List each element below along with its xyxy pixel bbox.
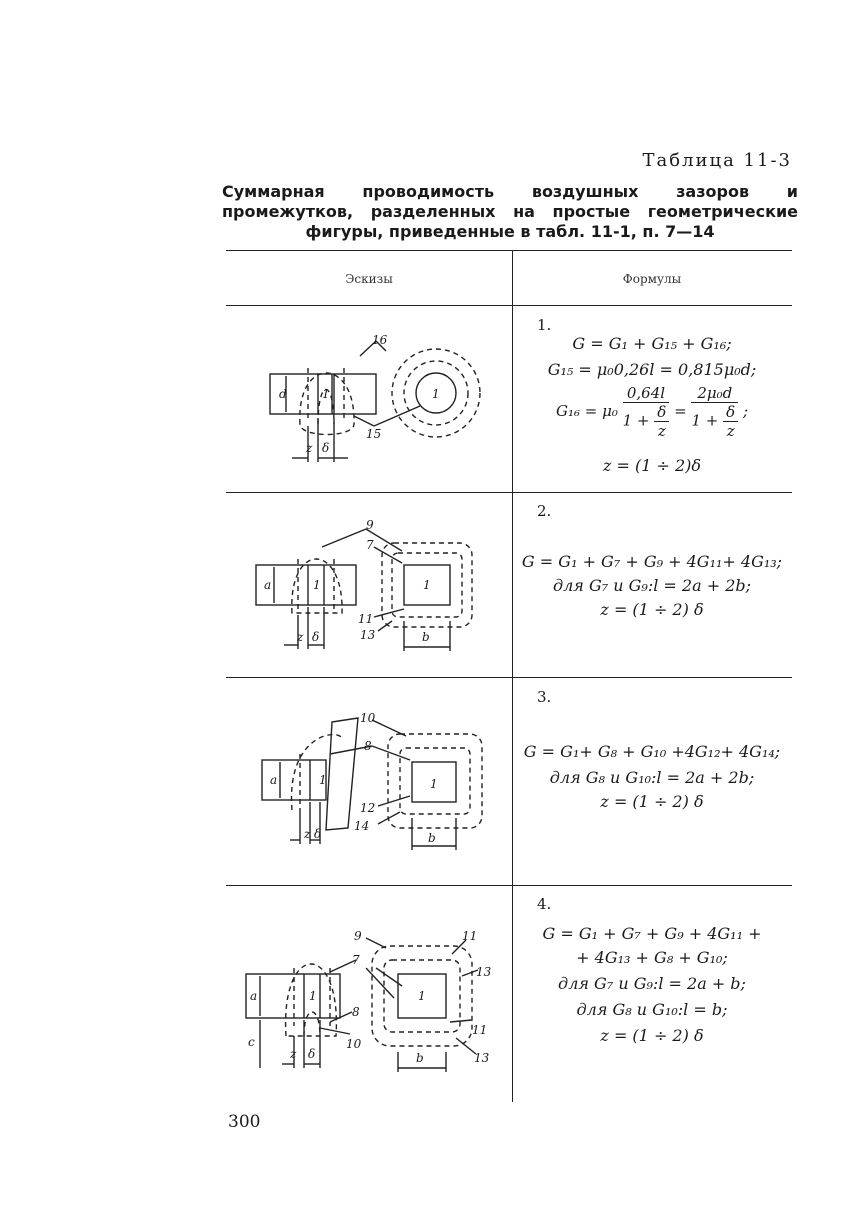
row-3-label-12: 12 [360,801,376,815]
row-1-label-z: z [306,441,313,455]
row-2-number: 2. [537,502,552,520]
row-4-label-b: b [416,1051,424,1065]
row-4-label-delta: δ [308,1047,316,1061]
row-4-number: 4. [537,895,552,913]
g16-den-2 [691,403,738,440]
g16-prefix: G₁₆ = μ₀ [555,402,618,420]
row-4-label-10: 10 [346,1037,362,1051]
row-3-label-10: 10 [360,711,376,725]
g16-den-1-a: 1 + [622,411,650,430]
row-4-label-1-right: 1 [418,989,426,1003]
table-top-rule [226,250,792,251]
row-4-label-1-left: 1 [309,989,317,1003]
row-2-formula-3: z = (1 ÷ 2) δ [600,600,704,619]
row-1-number: 1. [537,316,552,334]
row-2-label-7: 7 [366,538,374,552]
g16-den-2-num: δ [723,403,738,422]
g16-den-1-frac [654,403,669,440]
row-2-formula-1: G = G₁ + G₇ + G₉ + 4G₁₁+ 4G₁₃; [521,552,783,571]
row-4-label-13-top: 13 [476,965,492,979]
g16-den-2-den: z [726,422,735,440]
row-1-formula-2: G₁₅ = μ₀0,26l = 0,815μ₀d; [547,360,757,379]
row-4-label-9: 9 [354,929,362,943]
row-4-sketch [226,886,512,1100]
g16-num-1: 0,64l [623,384,670,403]
row-1-label-1-left: 1 [322,387,330,401]
g16-end: ; [742,402,749,420]
row-4-label-11-top: 11 [462,929,478,943]
row-4-formula-1: G = G₁ + G₇ + G₉ + 4G₁₁ + [542,924,762,943]
page-number: 300 [228,1112,261,1132]
g16-fraction-1 [623,384,670,440]
g16-den-2-frac [723,403,738,440]
row-3-label-1-left: 1 [319,773,327,787]
row-3-sketch [226,678,512,884]
row-1-formula-1: G = G₁ + G₁₅ + G₁₆; [572,334,732,353]
row-4-label-8: 8 [352,1005,360,1019]
row-1-formula-g16 [512,384,792,440]
row-4-label-a: a [250,989,258,1003]
row-2-label-1-right: 1 [423,578,431,592]
row-3-label-8: 8 [364,739,372,753]
g16-den-1 [623,403,670,440]
row-1-label-delta: δ [322,441,330,455]
column-header-sketches: Эскизы [345,272,393,286]
row-3-label-z: z [304,827,311,841]
row-2-label-9: 9 [366,518,374,532]
row-1-label-15: 15 [366,427,382,441]
row-3-label-b: b [428,831,436,845]
g16-den-1-den: z [657,422,666,440]
row-2-label-delta: δ [312,630,320,644]
row-1-label-1-right: 1 [432,387,440,401]
row-3-formula-3: z = (1 ÷ 2) δ [600,792,704,811]
row-1-label-d: d [279,387,287,401]
row-3-number: 3. [537,688,552,706]
row-2-label-z: z [297,630,304,644]
column-header-formulas: Формулы [622,272,682,286]
row-4-label-c: c [248,1035,255,1049]
row-4-formula-2: + 4G₁₃ + G₈ + G₁₀; [576,948,728,967]
row-3-label-a: a [270,773,278,787]
row-3-label-delta: δ [314,827,322,841]
row-1-formula-4: z = (1 ÷ 2)δ [602,456,702,475]
row-4-label-z: z [290,1047,297,1061]
row-4-label-13-bottom: 13 [474,1051,490,1065]
row-1-label-16: 16 [372,333,388,347]
g16-fraction-2 [691,384,738,440]
row-2-label-b: b [422,630,430,644]
row-2-formula-2: для G₇ и G₉:l = 2a + 2b; [552,576,752,595]
row-4-formula-4: для G₈ и G₁₀:l = b; [576,1000,728,1019]
row-4-label-7: 7 [352,953,360,967]
row-4-label-11-bottom: 11 [472,1023,488,1037]
g16-eq: = [674,402,687,420]
row-1-sketch [226,306,512,492]
g16-num-2: 2μ₀d [691,384,738,403]
row-4-formula-3: для G₇ и G₉:l = 2a + b; [558,974,746,993]
row-3-formula-1: G = G₁+ G₈ + G₁₀ +4G₁₂+ 4G₁₄; [523,742,781,761]
row-2-label-13: 13 [360,628,376,642]
row-2-label-1-left: 1 [313,578,321,592]
row-2-sketch [226,493,512,677]
row-3-label-14: 14 [354,819,370,833]
g16-den-2-a: 1 + [691,411,719,430]
row-2-label-a: a [264,578,272,592]
table-title: Суммарная проводимость воздушных зазоров и промежутков, разделенных на простые геометрические фигуры, приведенные в табл. 11-1, п. 7—14 [222,182,798,241]
row-3-label-1-right: 1 [430,777,438,791]
row-4-formula-5: z = (1 ÷ 2) δ [600,1026,704,1045]
g16-den-1-num: δ [654,403,669,422]
row-2-label-11: 11 [358,612,374,626]
row-3-formula-2: для G₈ и G₁₀:l = 2a + 2b; [549,768,755,787]
table-number: Таблица 11-3 [642,150,792,171]
